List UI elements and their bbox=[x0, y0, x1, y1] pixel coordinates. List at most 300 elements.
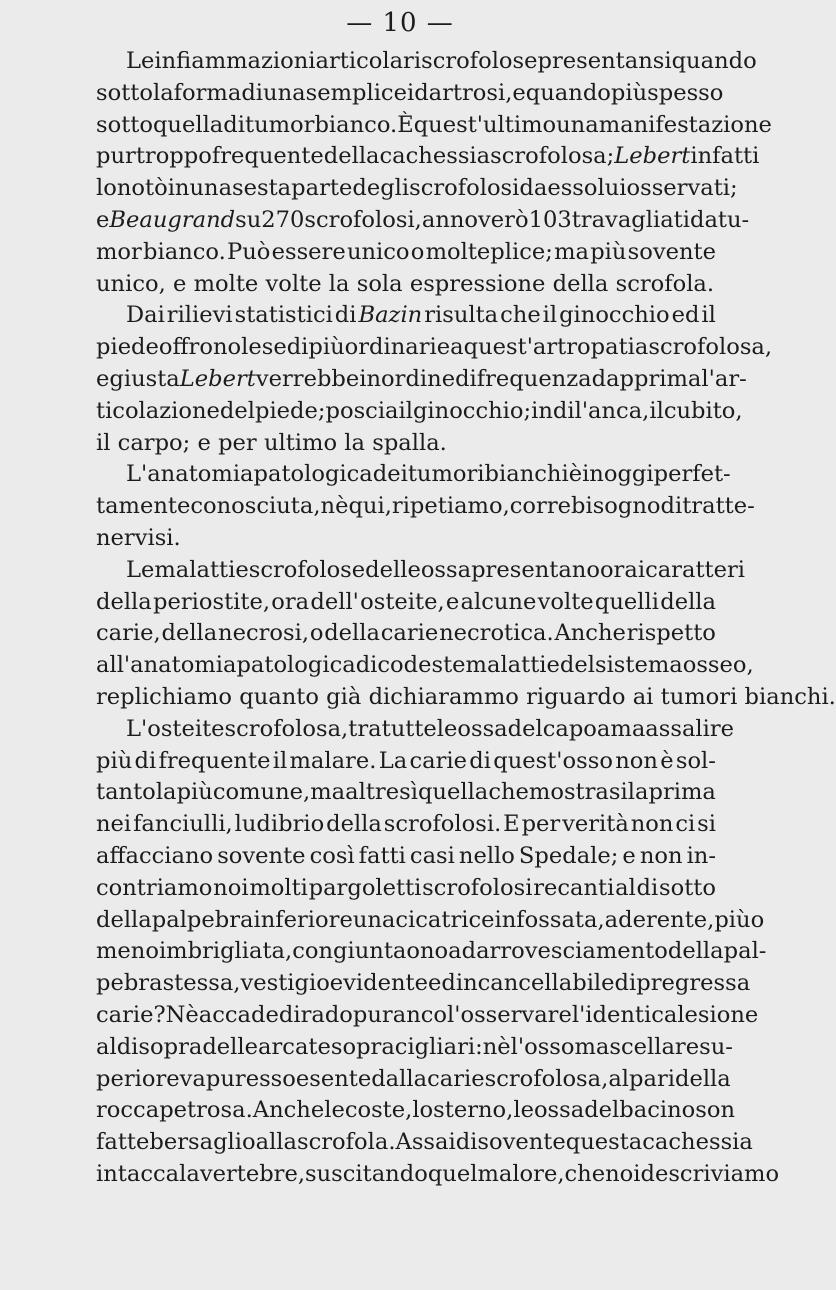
word: prima bbox=[648, 779, 716, 806]
text-line bbox=[96, 714, 735, 746]
word: ora bbox=[599, 556, 638, 583]
word: incancellabile bbox=[455, 970, 615, 997]
word: ordinarie bbox=[344, 334, 451, 361]
word: molti bbox=[249, 874, 308, 901]
word: esso bbox=[245, 1065, 296, 1092]
word: forma bbox=[173, 79, 242, 106]
text-line bbox=[96, 396, 743, 428]
word: di bbox=[660, 493, 683, 520]
word: espressione bbox=[409, 270, 546, 297]
word: scrofolose bbox=[248, 556, 366, 583]
word: arcate bbox=[258, 1033, 331, 1060]
word: quella bbox=[417, 779, 489, 806]
word: si bbox=[697, 811, 716, 838]
word: che bbox=[500, 302, 541, 329]
word: recanti bbox=[533, 874, 615, 901]
text-line bbox=[96, 682, 836, 714]
word: piede; bbox=[254, 397, 326, 424]
word: rilievi bbox=[166, 302, 233, 329]
word: della bbox=[552, 270, 609, 297]
word: cicatrice bbox=[395, 906, 495, 933]
word: no bbox=[419, 938, 449, 965]
word: conosciuta, bbox=[190, 493, 321, 520]
word: ultimo bbox=[263, 429, 338, 456]
word: nei bbox=[96, 811, 132, 838]
word: frequente bbox=[158, 747, 271, 774]
text-line bbox=[96, 968, 751, 1000]
word: suscitando bbox=[305, 1160, 428, 1187]
word: mor bbox=[96, 238, 142, 265]
word: la bbox=[152, 79, 174, 106]
word: ed bbox=[428, 970, 456, 997]
word: di bbox=[355, 652, 378, 679]
word: Le bbox=[126, 556, 155, 583]
word: e bbox=[96, 365, 110, 392]
word: altresì bbox=[345, 779, 418, 806]
word: ordine bbox=[381, 365, 456, 392]
word: sotto bbox=[659, 874, 716, 901]
word: le bbox=[324, 1097, 345, 1124]
word: il bbox=[701, 302, 716, 329]
word: della bbox=[161, 620, 218, 647]
word: le bbox=[241, 334, 262, 361]
word: la bbox=[179, 1160, 200, 1187]
word: delle bbox=[365, 556, 421, 583]
text-line bbox=[96, 841, 716, 873]
word: descriviamo bbox=[640, 1160, 780, 1187]
word: all'anatomia bbox=[96, 652, 237, 679]
word: della bbox=[324, 620, 380, 647]
word: petrosa. bbox=[159, 1097, 253, 1124]
word: scrofolosa, bbox=[224, 715, 349, 742]
word: bianco. bbox=[143, 238, 226, 265]
word: travagliati bbox=[571, 206, 690, 233]
word: e bbox=[445, 588, 460, 615]
word: una bbox=[263, 79, 306, 106]
text-line bbox=[96, 1032, 733, 1064]
word: ma bbox=[554, 238, 589, 265]
word: alcune bbox=[460, 588, 537, 615]
word: vertebre, bbox=[199, 1160, 306, 1187]
word: corre bbox=[509, 493, 571, 520]
text-line bbox=[96, 110, 772, 142]
word: coste, bbox=[344, 1097, 413, 1124]
word: questa bbox=[565, 1129, 643, 1156]
word: offrono bbox=[158, 334, 242, 361]
word: son bbox=[695, 1097, 735, 1124]
word: non bbox=[639, 842, 683, 869]
text-line bbox=[96, 173, 738, 205]
word: vestigio bbox=[240, 970, 330, 997]
word: in bbox=[359, 365, 382, 392]
word: di bbox=[469, 747, 491, 774]
word: noi bbox=[605, 1160, 641, 1187]
word: pur bbox=[352, 1001, 393, 1028]
word: molte bbox=[193, 270, 259, 297]
word: sovente bbox=[477, 1129, 566, 1156]
text-line bbox=[96, 587, 716, 619]
word: una bbox=[352, 906, 396, 933]
text-line bbox=[96, 364, 747, 396]
word: della bbox=[667, 938, 724, 965]
word: o bbox=[406, 938, 420, 965]
text-line bbox=[96, 555, 746, 587]
word: spalla. bbox=[372, 429, 447, 456]
word: più bbox=[96, 747, 133, 774]
word: la bbox=[627, 779, 649, 806]
word: carie bbox=[409, 747, 467, 774]
word: malore, bbox=[477, 1160, 565, 1187]
word: riguardo bbox=[526, 683, 626, 710]
word: tu- bbox=[717, 206, 750, 233]
word: il bbox=[96, 429, 111, 456]
word: malattie bbox=[154, 556, 249, 583]
word: frequenza bbox=[476, 365, 592, 392]
word: e bbox=[622, 842, 636, 869]
text-line bbox=[96, 650, 754, 682]
word: meno bbox=[96, 938, 159, 965]
word: sopra bbox=[138, 1033, 203, 1060]
word: troppo bbox=[135, 143, 212, 170]
word: l'osso bbox=[510, 1033, 575, 1060]
word: pari bbox=[629, 1065, 675, 1092]
word: replichiamo bbox=[96, 683, 233, 710]
word: degli bbox=[352, 175, 410, 202]
word: dell' bbox=[310, 588, 359, 615]
word: quelli bbox=[594, 588, 659, 615]
word: ludibrio bbox=[234, 811, 325, 838]
word: 270 bbox=[261, 206, 305, 233]
word: patologica bbox=[253, 461, 373, 488]
word: Anche bbox=[554, 620, 626, 647]
word: scrofolosi bbox=[409, 175, 520, 202]
word: l'ar- bbox=[701, 365, 747, 392]
word: Dai bbox=[126, 302, 165, 329]
word: e bbox=[197, 429, 211, 456]
word: così bbox=[309, 842, 355, 869]
word: scrofola. bbox=[615, 270, 715, 297]
word: la bbox=[155, 779, 177, 806]
word bbox=[109, 205, 235, 237]
word: lo bbox=[412, 1097, 434, 1124]
word: pur bbox=[205, 1065, 246, 1092]
word: di bbox=[134, 747, 157, 774]
word: periostite, bbox=[153, 588, 271, 615]
word: Anche bbox=[252, 1097, 325, 1124]
word: dichiarammo bbox=[368, 683, 519, 710]
word: di bbox=[614, 970, 637, 997]
word: il bbox=[398, 397, 413, 424]
word: quest'ultimo bbox=[413, 111, 557, 138]
word: poscia bbox=[325, 397, 399, 424]
word: bersaglio bbox=[149, 1129, 256, 1156]
word: delle bbox=[202, 1033, 259, 1060]
text-line bbox=[96, 205, 750, 237]
word: osseo, bbox=[682, 652, 754, 679]
word: bianchi. bbox=[744, 683, 836, 710]
word: qui, bbox=[348, 493, 392, 520]
word: capo bbox=[542, 715, 597, 742]
word bbox=[358, 300, 422, 332]
word: Assai bbox=[395, 1129, 456, 1156]
word: ossa bbox=[533, 1097, 585, 1124]
word: il bbox=[649, 397, 664, 424]
word: piede bbox=[96, 334, 159, 361]
word: rispetto bbox=[626, 620, 716, 647]
word: è bbox=[660, 747, 674, 774]
word: al bbox=[96, 1033, 117, 1060]
text-line bbox=[96, 746, 716, 778]
word: una bbox=[556, 111, 599, 138]
word: infiammazioni bbox=[154, 48, 316, 74]
text-line bbox=[96, 1095, 735, 1127]
word: tumor bbox=[244, 111, 315, 138]
word: non bbox=[615, 747, 658, 774]
text-line bbox=[96, 777, 716, 809]
word: quest'osso bbox=[493, 747, 613, 774]
word: esente bbox=[295, 1065, 372, 1092]
word: verità bbox=[562, 811, 629, 838]
word: del bbox=[219, 397, 255, 424]
word: più bbox=[308, 334, 345, 361]
word: unico, bbox=[96, 270, 166, 297]
word: non bbox=[630, 811, 674, 838]
word: molteplice; bbox=[425, 238, 553, 265]
word: fatti bbox=[712, 143, 760, 170]
word: contriamo bbox=[96, 874, 213, 901]
word: arrovesciamento bbox=[476, 938, 668, 965]
word: la bbox=[328, 270, 350, 297]
word: lesione bbox=[677, 1001, 759, 1028]
word: unico bbox=[346, 238, 410, 265]
word: quanto bbox=[239, 683, 319, 710]
word: Spedale; bbox=[518, 842, 619, 869]
word: periore bbox=[96, 1065, 180, 1092]
text-line bbox=[96, 141, 760, 173]
word: notò bbox=[116, 175, 168, 202]
word: ginocchio; bbox=[412, 397, 532, 424]
word: del bbox=[507, 715, 543, 742]
word: evidente bbox=[329, 970, 428, 997]
word: la bbox=[344, 429, 365, 456]
word: già bbox=[326, 683, 362, 710]
word: o bbox=[750, 906, 765, 933]
word: scrofolosa, bbox=[648, 334, 773, 361]
word: fatti bbox=[358, 842, 406, 869]
word bbox=[180, 364, 256, 396]
body-text bbox=[96, 46, 836, 1191]
word: risulta bbox=[424, 302, 499, 329]
word: congiunta bbox=[292, 938, 407, 965]
word: carie? bbox=[96, 1001, 166, 1028]
word: quella bbox=[152, 111, 224, 138]
word: di bbox=[334, 302, 357, 329]
word: scrofolosi, bbox=[304, 206, 422, 233]
italic-name: Beaugrand bbox=[109, 206, 236, 233]
word: semplice bbox=[305, 79, 407, 106]
word: alla bbox=[255, 1129, 297, 1156]
word: scrofolosi bbox=[422, 874, 533, 901]
word: aderente, bbox=[604, 906, 715, 933]
word: è bbox=[568, 461, 583, 488]
word: del bbox=[584, 1097, 620, 1124]
word: perfet- bbox=[653, 461, 731, 488]
word: fatte bbox=[96, 1129, 150, 1156]
word: sotto bbox=[96, 79, 153, 106]
word: e bbox=[512, 79, 526, 106]
word: caratteri bbox=[645, 556, 746, 583]
word: su- bbox=[699, 1033, 733, 1060]
word: casi bbox=[409, 842, 455, 869]
word: La bbox=[378, 747, 408, 774]
text-line bbox=[96, 269, 716, 301]
text-line bbox=[96, 809, 716, 841]
word: mascellare bbox=[574, 1033, 700, 1060]
word: indi bbox=[531, 397, 575, 424]
word: della bbox=[96, 588, 152, 615]
word: presentano bbox=[471, 556, 600, 583]
word: palpebra bbox=[151, 906, 254, 933]
word: ci bbox=[675, 811, 696, 838]
word: ed bbox=[671, 302, 700, 329]
word: ossa bbox=[457, 715, 508, 742]
text-line bbox=[96, 300, 716, 332]
word: ripetiamo, bbox=[391, 493, 510, 520]
word: sopracigliari: bbox=[330, 1033, 483, 1060]
word: più bbox=[590, 238, 627, 265]
word: ossa bbox=[420, 556, 472, 583]
word: pebra bbox=[96, 970, 163, 997]
word: tamente bbox=[96, 493, 191, 520]
word: di bbox=[223, 111, 245, 138]
word: sol- bbox=[675, 747, 716, 774]
word: della bbox=[326, 811, 382, 838]
word: di bbox=[455, 365, 477, 392]
word: carpo; bbox=[117, 429, 191, 456]
word: i bbox=[637, 556, 646, 583]
word: tratte- bbox=[682, 493, 755, 520]
word: della bbox=[674, 1065, 731, 1092]
word: cachessia bbox=[642, 1129, 753, 1156]
word: di bbox=[241, 79, 264, 106]
word: cachessia bbox=[379, 143, 491, 170]
text-line bbox=[96, 1159, 780, 1191]
word: sotto bbox=[96, 111, 153, 138]
word: carie bbox=[380, 620, 439, 647]
word: quel bbox=[427, 1160, 478, 1187]
word: ma bbox=[310, 779, 346, 806]
word: più bbox=[176, 779, 213, 806]
word: o bbox=[309, 620, 324, 647]
word: infossata, bbox=[494, 906, 605, 933]
word: o bbox=[410, 238, 425, 265]
word: e bbox=[96, 206, 110, 233]
word: ai bbox=[632, 683, 654, 710]
text-line bbox=[96, 618, 716, 650]
word: stessa, bbox=[162, 970, 241, 997]
word: bianco. bbox=[314, 111, 398, 138]
text-line bbox=[96, 1000, 759, 1032]
word: nervisi. bbox=[96, 524, 181, 551]
word: più bbox=[610, 79, 648, 106]
word: necrotica. bbox=[439, 620, 554, 647]
word: intacca bbox=[96, 1160, 180, 1187]
word: affacciano bbox=[96, 842, 214, 869]
text-line bbox=[96, 873, 716, 905]
text-line bbox=[96, 78, 724, 110]
word: sedi bbox=[261, 334, 309, 361]
word: manifestazione bbox=[598, 111, 772, 138]
word: dapprima bbox=[591, 365, 702, 392]
text-line bbox=[96, 523, 716, 555]
word: l'osservare bbox=[447, 1001, 572, 1028]
word: in bbox=[167, 175, 190, 202]
word: il bbox=[272, 747, 288, 774]
word: l'identica bbox=[571, 1001, 678, 1028]
italic-name: Lebert bbox=[179, 365, 256, 392]
word: tumori bbox=[660, 683, 738, 710]
word: sovente bbox=[217, 842, 306, 869]
italic-name: Bazin bbox=[358, 302, 423, 329]
word: tra bbox=[348, 715, 382, 742]
word: quando bbox=[671, 48, 757, 74]
word: le bbox=[436, 715, 458, 742]
word: sovente bbox=[627, 238, 716, 265]
word: nello bbox=[458, 842, 515, 869]
word: ticolazione bbox=[96, 397, 220, 424]
word: carie, bbox=[96, 620, 161, 647]
word: va bbox=[179, 1065, 206, 1092]
word: in- bbox=[686, 842, 716, 869]
italic-name: Lebert bbox=[614, 143, 691, 170]
word: inferiore bbox=[253, 906, 353, 933]
word: al bbox=[608, 1065, 630, 1092]
word: accade bbox=[198, 1001, 279, 1028]
word: per bbox=[218, 429, 257, 456]
word: scrofolosa; bbox=[490, 143, 615, 170]
word: E bbox=[503, 811, 520, 838]
word: nè bbox=[482, 1033, 511, 1060]
word: carie bbox=[427, 1065, 485, 1092]
word: di bbox=[455, 1129, 478, 1156]
word: L'anatomia bbox=[126, 461, 254, 488]
word: necrosi, bbox=[218, 620, 310, 647]
word: comune, bbox=[212, 779, 311, 806]
word: sistema bbox=[594, 652, 683, 679]
word: ginocchio bbox=[559, 302, 670, 329]
word: e bbox=[173, 270, 187, 297]
word: tutte bbox=[381, 715, 437, 742]
text-line bbox=[96, 1127, 753, 1159]
word: codeste bbox=[377, 652, 466, 679]
word: anco bbox=[392, 1001, 448, 1028]
word: pur bbox=[96, 143, 136, 170]
word: osteite, bbox=[360, 588, 445, 615]
word: idartrosi, bbox=[406, 79, 513, 106]
word: a bbox=[450, 334, 464, 361]
word: Nè bbox=[165, 1001, 199, 1028]
word: essolui bbox=[547, 175, 627, 202]
word: scrofolose bbox=[421, 48, 538, 74]
word: assalire bbox=[645, 715, 735, 742]
text-line bbox=[96, 428, 716, 460]
word: da bbox=[689, 206, 718, 233]
word: sesta bbox=[232, 175, 292, 202]
word: pargoletti bbox=[308, 874, 422, 901]
word: cubito, bbox=[663, 397, 743, 424]
word: annoverò bbox=[421, 206, 529, 233]
word: per bbox=[521, 811, 561, 838]
